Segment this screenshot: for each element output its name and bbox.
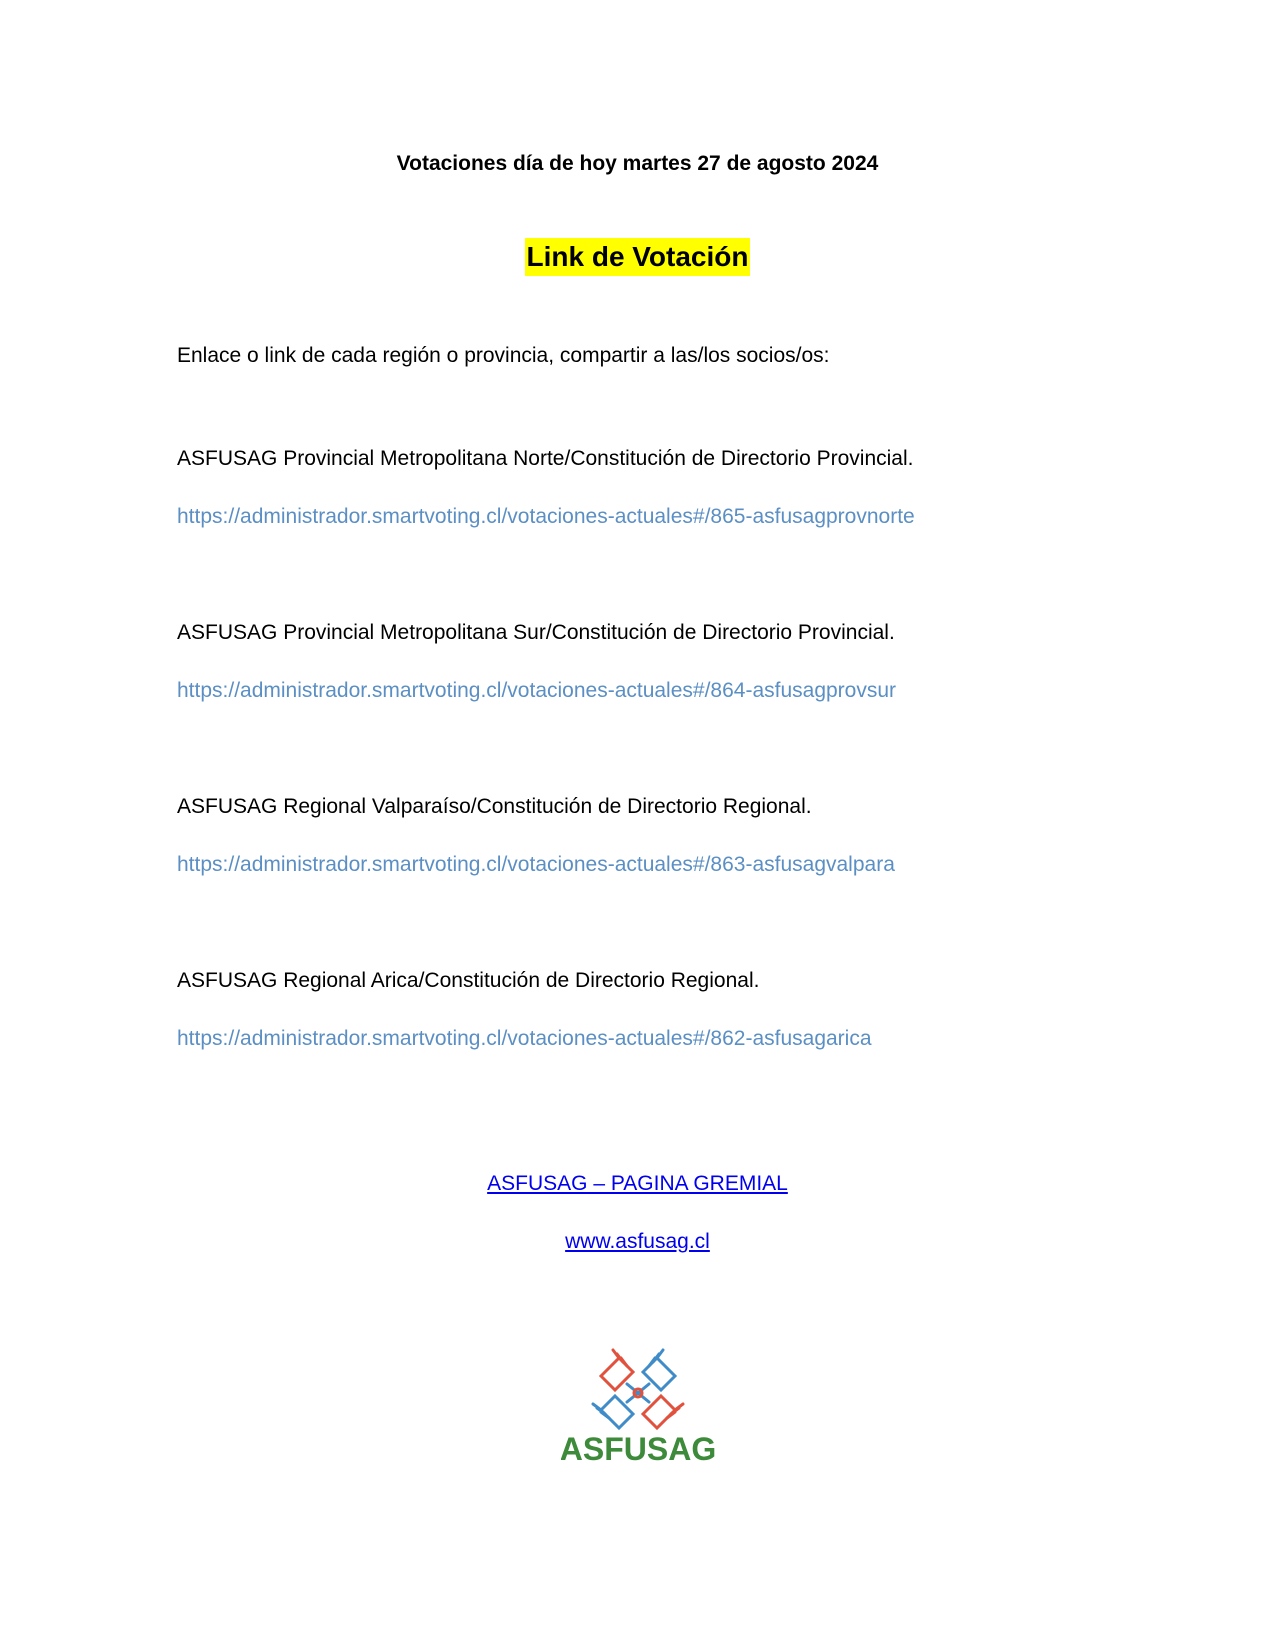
four-hands-icon: [561, 1338, 716, 1468]
website-link[interactable]: www.asfusag.cl: [565, 1230, 710, 1253]
voting-link-metropolitana-sur[interactable]: https://administrador.smartvoting.cl/votaciones-actuales#/864-asfusagprovsur: [177, 679, 897, 702]
voting-link-valparaiso[interactable]: https://administrador.smartvoting.cl/votaciones-actuales#/863-asfusagvalpara: [177, 853, 895, 876]
entry-title-metropolitana-sur: ASFUSAG Provincial Metropolitana Sur/Constitución de Directorio Provincial.: [177, 621, 895, 644]
footer-website-container: [0, 1228, 1275, 1256]
footer-page-link-container: [0, 1170, 1275, 1198]
subheading-container: [0, 238, 1275, 276]
entry-title-valparaiso: ASFUSAG Regional Valparaíso/Constitución de Directorio Regional.: [177, 795, 812, 818]
asfusag-logo: [561, 1338, 716, 1468]
voting-link-arica[interactable]: https://administrador.smartvoting.cl/votaciones-actuales#/862-asfusagarica: [177, 1027, 872, 1050]
voting-link-metropolitana-norte[interactable]: https://administrador.smartvoting.cl/votaciones-actuales#/865-asfusagprovnorte: [177, 505, 915, 528]
voting-link-title: Link de Votación: [525, 238, 751, 276]
intro-text: Enlace o link de cada región o provincia, compartir a las/los socios/os:: [177, 344, 830, 367]
document-heading: Votaciones día de hoy martes 27 de agosto 2024: [396, 152, 879, 175]
entry-title-metropolitana-norte: ASFUSAG Provincial Metropolitana Norte/Constitución de Directorio Provincial.: [177, 447, 914, 470]
logo-wordmark: ASFUSAG: [561, 1431, 716, 1467]
entry-title-arica: ASFUSAG Regional Arica/Constitución de Directorio Regional.: [177, 969, 760, 992]
gremial-page-link[interactable]: ASFUSAG – PAGINA GREMIAL: [487, 1172, 788, 1195]
